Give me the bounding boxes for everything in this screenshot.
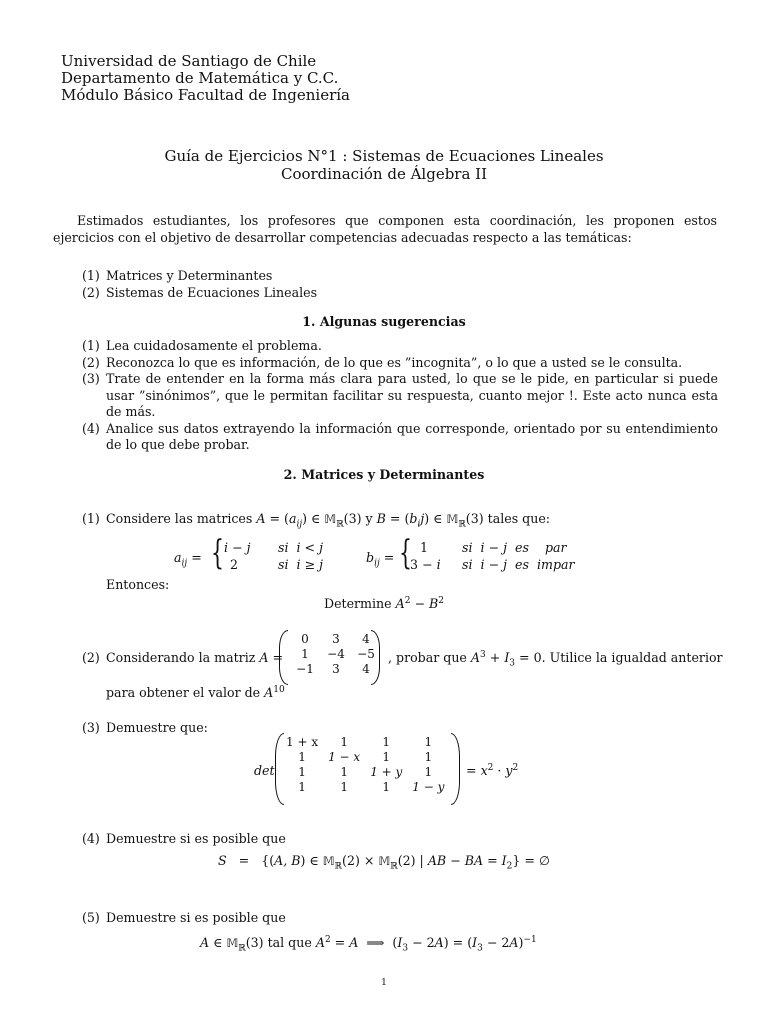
- intro-paragraph: Estimados estudiantes, los profesores que componen esta coordinación, les proponen estos ejercicios con el objetivo de desarrollar competencias adecuadas respecto a las temáticas:: [53, 213, 717, 245]
- exercise-5-statement: (5) Demuestre si es posible que: [82, 910, 286, 925]
- det-label: det: [254, 763, 275, 778]
- exercise-5-formula: A ∈ 𝕄$_ℝ$(3) tal que $A^2 = A$ ⟹ $(I_3 - 2A) = (I_3 - 2A)^{-1}$: [200, 934, 537, 954]
- exercise-2-matrix: 0 3 4 1 −4 −5 −1 3 4: [279, 630, 381, 685]
- exercise-2-claim: , probar que $A^3 + I_3 = 0$. Utilice la igualdad anterior: [388, 649, 723, 669]
- exercise-3-result: = $x^2 \cdot y^2$: [466, 762, 519, 778]
- list-item: (2) Sistemas de Ecuaciones Lineales: [82, 284, 318, 300]
- exercise-3-matrix: 1 + x 1 1 1 1 1 − x 1 1 1 1 1 + y 1 1 1 1 1 − y: [275, 733, 461, 805]
- document-subtitle: Coordinación de Álgebra II: [280, 165, 488, 183]
- list-item: (1) Lea cuidadosamente el problema.: [82, 338, 322, 353]
- exercise-2-followup: para obtener el valor de $A^{10}$: [106, 684, 285, 700]
- exercise-3-statement: (3) Demuestre que:: [82, 720, 208, 735]
- page-number: 1: [381, 978, 387, 988]
- left-bracket: [279, 630, 288, 685]
- section-heading: 1. Algunas sugerencias: [302, 314, 466, 329]
- section-heading: 2. Matrices y Determinantes: [283, 467, 485, 482]
- list-item: (4) Analice sus datos extrayendo la información que corresponde, orientado por su entendimiento de lo que debe probar.: [82, 420, 718, 452]
- exercise-2-statement: (2) Considerando la matriz A =: [82, 650, 284, 665]
- exercise-4-statement: (4) Demuestre si es posible que: [82, 831, 286, 846]
- topics-list: [82, 268, 718, 301]
- exercise-1-statement: (1) Considere las matrices $A = (a_{ij})$ ∈ 𝕄$_ℝ$(3) y $B = (b_ij)$ ∈ 𝕄$_ℝ$(3) tales que:: [82, 511, 551, 530]
- exercise-1-entonces: Entonces:: [106, 577, 170, 592]
- list-item: (1) Matrices y Determinantes: [82, 268, 273, 283]
- list-item: (3) Trate de entender en la forma más clara para usted, lo que se le pide, en particular si puede usar ”sinónimos”, que le permitan facilitar su respuesta, cuanto mejor !. Este acto nunca esta de más.: [82, 371, 718, 419]
- university-name: Universidad de Santiago de Chile: [61, 52, 317, 70]
- exercise-4-formula: S = {(A, B) ∈ 𝕄$_ℝ$(2) × 𝕄$_ℝ$(2) | AB − BA = $I_2$} = ∅: [218, 853, 550, 872]
- module-name: Módulo Básico Facultad de Ingeniería: [61, 86, 350, 104]
- bij-definition: $b_{ij}$ = { 1 3 − i si i − j es par si i − j es impar: [366, 533, 575, 573]
- document-title: Guía de Ejercicios N°1 : Sistemas de Ecuaciones Lineales: [164, 147, 604, 165]
- right-bracket: [451, 733, 460, 805]
- suggestions-list: [82, 338, 718, 454]
- exercise-1-task: Determine $A^2 - B^2$: [323, 595, 445, 611]
- list-item: (2) Reconozca lo que es información, de lo que es ”incognita”, o lo que a usted se le consulta.: [82, 354, 683, 370]
- aij-definition: $a_{ij}$ = { i − j 2 si i < j si i ≥ j: [174, 533, 324, 573]
- department-name: Departamento de Matemática y C.C.: [61, 69, 339, 87]
